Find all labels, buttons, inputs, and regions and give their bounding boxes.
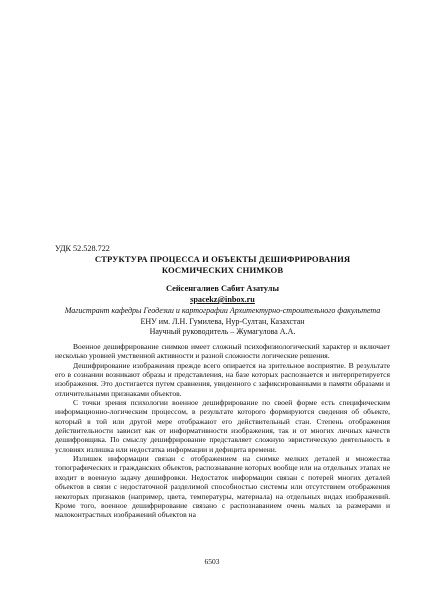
affiliation-line-1: Магистрант кафедры Геодезии и картографии Архитектурно-строительного факультета xyxy=(64,306,381,315)
paragraph-3: С точки зрения психологии военное дешифрирование по своей форме есть специфическим информационно-логическим процессом, в результате которого формируются сведения об объекте, который в той или другой мере отображают его действительный стан. Степень отображения действительности зависит как от информативности изображения, так и от многих личных качеств дешифровщика. По смыслу дешифрирование представляет сложную эвристическую деятельность в условиях излишка или недостатка информации и дефицита времени. xyxy=(55,398,390,454)
title-line-1: СТРУКТУРА ПРОЦЕССА И ОБЪЕКТЫ ДЕШИФРИРОВАНИЯ xyxy=(94,254,351,264)
supervisor-line: Научный руководитель – Жумагулова А.А. xyxy=(149,327,296,336)
udk-code: УДК 52.528.722 xyxy=(55,244,110,253)
paper-title xyxy=(55,254,390,275)
paragraph-4: Излишек информации связан с отображением на снимке мелких деталей и множества топографических и гражданских объектов, распознавание которых вообще или на отдельных этапах не входит в военную задачу дешифровки. Недостаток информации связан с потерей многих деталей объектов в связи с недостаточной разделимой способностью системы или отсутствием отображения некоторых признаков (например, цвета, температуры, материала) на отдельных видах изображений. Кроме того, военное дешифрирование связано с распознаванием очень малых за размерами и малоконтрастных изображений объектов на xyxy=(55,454,390,520)
author-email[interactable]: spacekz@inbox.ru xyxy=(190,295,255,304)
affiliation-line-2: ЕНУ им. Л.Н. Гумилева, Нур-Султан, Казахстан xyxy=(140,316,305,326)
page-number: 6503 xyxy=(204,557,220,566)
affiliation xyxy=(55,306,390,338)
title-line-2: КОСМИЧЕСКИХ СНИМКОВ xyxy=(161,264,284,275)
article-body xyxy=(55,342,390,520)
paragraph-1: Военное дешифрирование снимков имеет сложный психофизиологический характер и включает несколько уровней умственной активности и разной сложности логические решения. xyxy=(55,342,390,361)
author-name: Сейсенгалиев Сабит Азатулы xyxy=(165,284,280,293)
paragraph-2: Дешифрирование изображения прежде всего опирается на зрительное восприятие. В результате его в сознании возникают образы и представления, на базе которых распознается и интерпретируется изображения. Это достигается путем сравнения, увиденного с зафиксированными в памяти образами и отличительными признаками объектов. xyxy=(55,360,390,398)
